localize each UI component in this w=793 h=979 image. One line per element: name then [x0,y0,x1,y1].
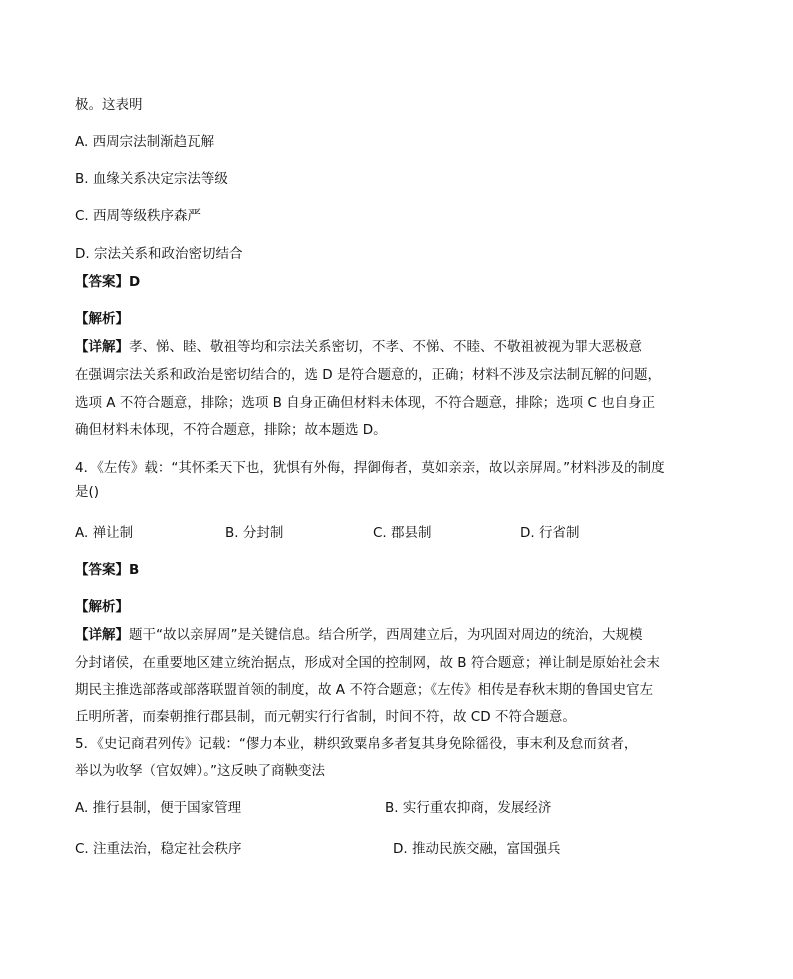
q4-detail-line-3: 期民主推选部落或部落联盟首领的制度，故 A 不符合题意；《左传》相传是春秋末期的鲁国史官左 [75,682,654,698]
q3-option-c: C. 西周等级秩序森严 [75,208,202,224]
q4-answer-value: B [129,562,140,578]
q3-detail-line-3: 选项 A 不符合题意，排除；选项 B 自身正确但材料未体现，不符合题意，排除；选项 C 也自身正 [75,395,656,411]
q5-stem-line-1: 5．《史记商君列传》记载：“僇力本业，耕织致粟帛多者复其身免除徭役，事末利及怠而贫者， [75,736,638,752]
q3-option-a: A. 西周宗法制渐趋瓦解 [75,134,215,150]
q5-option-c: C. 注重法治，稳定社会秩序 [75,841,242,857]
q3-detail-line-2: 在强调宗法关系和政治是密切结合的，选 D 是符合题意的，正确；材料不涉及宗法制瓦解的问题， [75,367,661,383]
q4-stem-line-1: 4．《左传》载：“其怀柔天下也，犹惧有外侮，捍御侮者，莫如亲亲，故以亲屏周。”材料涉及的制度 [75,460,665,476]
q4-detail-text-1: 题干“故以亲屏周”是关键信息。结合所学，西周建立后，为巩固对周边的统治，大规模 [129,627,643,643]
q4-analysis-label: 【解析】 [75,599,129,615]
q5-stem-line-2: 举以为收孥（官奴婢）。”这反映了商鞅变法 [75,763,325,779]
q4-detail-label: 【详解】 [75,627,129,643]
q3-analysis-label: 【解析】 [75,311,129,327]
q3-stem-tail: 极。这表明 [75,97,143,113]
q4-stem-line-2: 是() [75,484,100,500]
q3-detail-label: 【详解】 [75,339,129,355]
q4-answer-label: 【答案】 [75,562,129,578]
q3-option-d: D. 宗法关系和政治密切结合 [75,246,243,262]
q4-option-c: C. 郡县制 [373,525,432,541]
q3-detail-text-1: 孝、悌、睦、敬祖等均和宗法关系密切，不孝、不悌、不睦、不敬祖被视为罪大恶极意 [129,339,642,355]
q3-detail-line-4: 确但材料未体现，不符合题意，排除；故本题选 D。 [75,422,387,438]
q4-detail-line-1 [75,626,643,644]
q4-detail-line-2: 分封诸侯，在重要地区建立统治据点，形成对全国的控制网，故 B 符合题意；禅让制是原始社会末 [75,655,660,671]
q3-detail-line-1 [75,338,642,356]
q5-option-b: B. 实行重农抑商，发展经济 [385,800,552,816]
q4-detail-line-4: 丘明所著，而秦朝推行郡县制，而元朝实行行省制，时间不符，故 CD 不符合题意。 [75,709,576,725]
q3-answer-label: 【答案】 [75,274,129,290]
q4-option-d: D. 行省制 [520,525,580,541]
q3-answer-value: D [129,274,141,290]
q3-answer [75,273,140,291]
q4-option-a: A. 禅让制 [75,525,134,541]
q4-option-b: B. 分封制 [225,525,284,541]
q5-option-d: D. 推动民族交融，富国强兵 [393,841,561,857]
q3-option-b: B. 血缘关系决定宗法等级 [75,171,228,187]
q4-answer [75,561,139,579]
q5-option-a: A. 推行县制，便于国家管理 [75,800,242,816]
